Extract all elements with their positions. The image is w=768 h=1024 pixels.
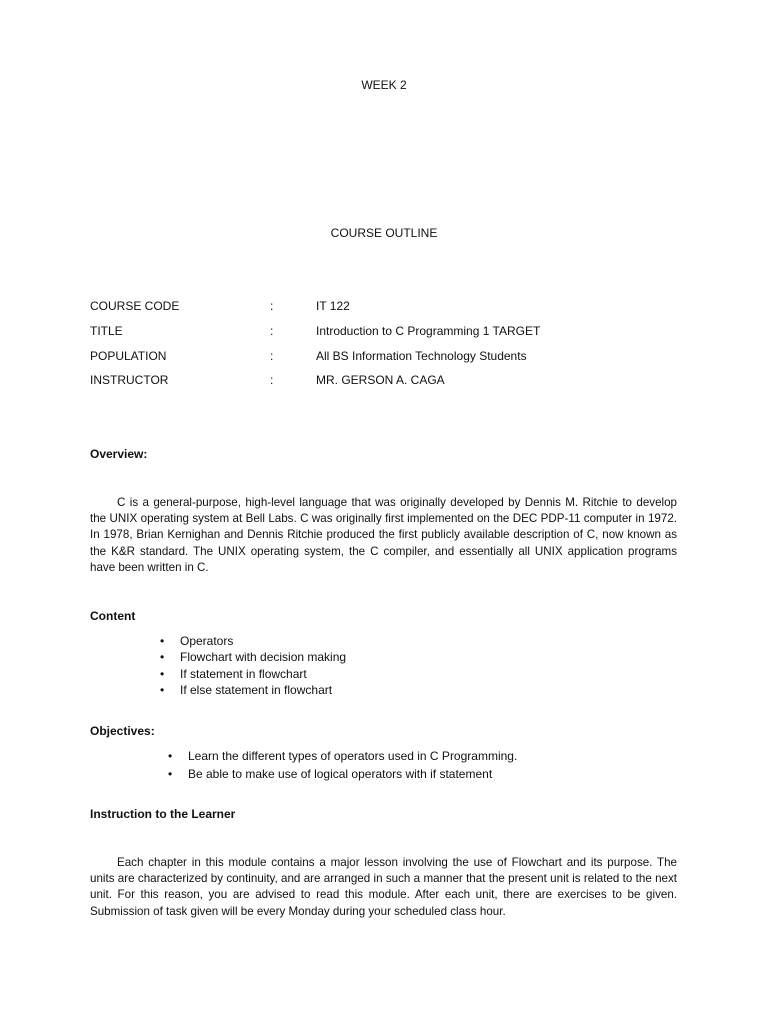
list-item xyxy=(168,765,517,783)
info-label: POPULATION xyxy=(90,349,167,363)
list-item xyxy=(168,747,517,765)
list-item xyxy=(160,649,346,665)
info-value: Introduction to C Programming 1 TARGET xyxy=(316,324,541,338)
info-colon: : xyxy=(270,299,274,313)
objectives-heading: Objectives: xyxy=(90,724,155,738)
bullet-icon: • xyxy=(160,682,165,697)
list-item xyxy=(160,633,346,649)
info-row-title xyxy=(90,323,690,339)
bullet-icon: • xyxy=(160,650,165,665)
bullet-icon: • xyxy=(160,666,165,681)
objectives-list xyxy=(168,747,517,783)
course-outline-title: COURSE OUTLINE xyxy=(330,226,438,240)
content-list xyxy=(160,633,346,698)
info-colon: : xyxy=(270,373,274,387)
overview-paragraph: C is a general-purpose, high-level language that was originally developed by Dennis M. Ritchie to develop the UNIX operating system at Bell Labs. C was originally first implemented on the DEC PDP-11 computer in 1972. In 1978, Brian Kernighan and Dennis Ritchie produced the first publicly available description of C, now known as the K&R standard. The UNIX operating system, the C compiler, and essentially all UNIX application programs have been written in C. xyxy=(90,496,677,574)
info-colon: : xyxy=(270,349,274,363)
content-heading: Content xyxy=(90,609,136,623)
bullet-icon: • xyxy=(160,634,165,648)
info-label: INSTRUCTOR xyxy=(90,373,169,387)
info-row-course-code xyxy=(90,298,690,314)
instruction-paragraph: Each chapter in this module contains a major lesson involving the use of Flowchart and its purpose. The units are characterized by continuity, and are arranged in such a manner that the present unit is related to the next unit. For this reason, you are advised to read this module. After each unit, there are exercises to be given. Submission of task given will be every Monday during your scheduled class hour. xyxy=(90,856,677,918)
list-item-text: If else statement in flowchart xyxy=(180,682,333,697)
info-value: IT 122 xyxy=(316,299,350,313)
list-item-text: If statement in flowchart xyxy=(180,666,307,681)
info-value: MR. GERSON A. CAGA xyxy=(316,373,445,387)
list-item-text: Operators xyxy=(180,634,234,648)
overview-heading: Overview: xyxy=(90,447,148,461)
info-colon: : xyxy=(270,324,274,338)
list-item-text: Flowchart with decision making xyxy=(180,650,347,665)
info-row-instructor xyxy=(90,372,690,388)
bullet-icon: • xyxy=(168,749,173,763)
info-label: TITLE xyxy=(90,324,123,338)
list-item xyxy=(160,666,346,682)
list-item xyxy=(160,682,346,698)
info-value: All BS Information Technology Students xyxy=(316,349,527,363)
info-row-population xyxy=(90,348,690,364)
list-item-text: Learn the different types of operators used in C Programming. xyxy=(188,749,518,763)
instruction-heading: Instruction to the Learner xyxy=(90,807,236,821)
bullet-icon: • xyxy=(168,767,173,781)
week-label: WEEK 2 xyxy=(361,78,407,92)
list-item-text: Be able to make use of logical operators with if statement xyxy=(188,767,493,781)
info-label: COURSE CODE xyxy=(90,299,180,313)
